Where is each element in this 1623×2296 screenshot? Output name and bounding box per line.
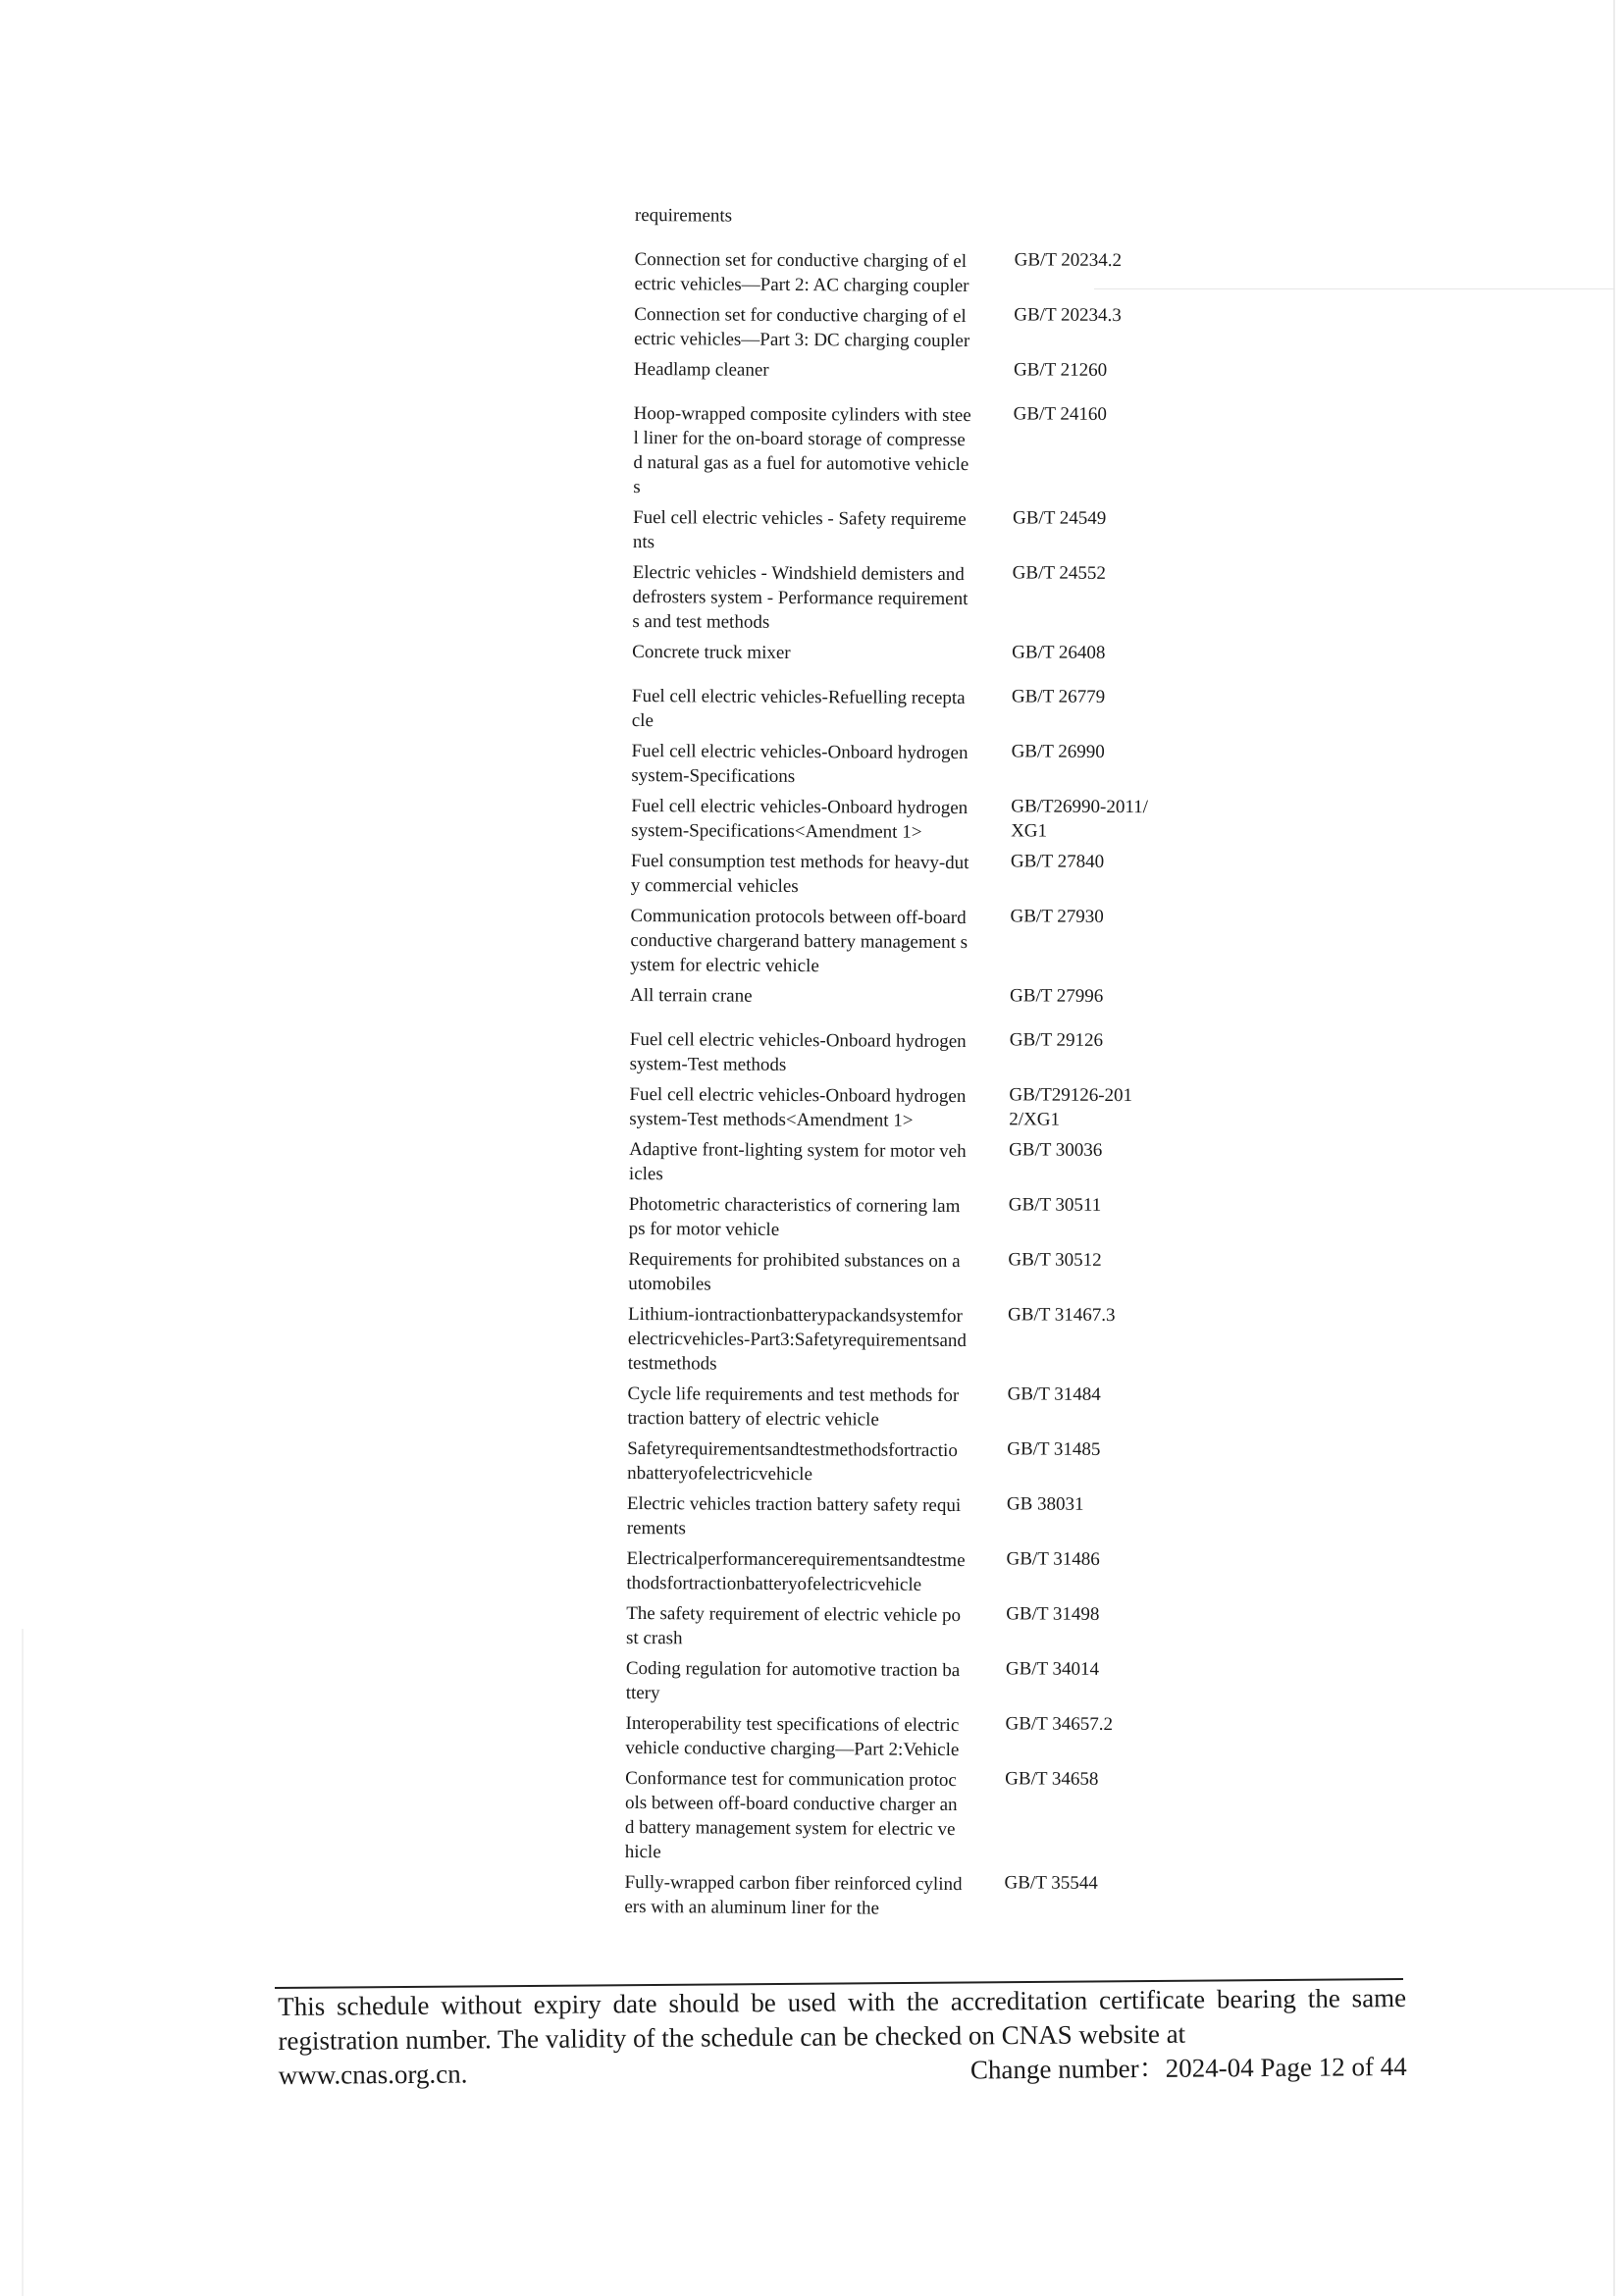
row-standard: GB/T26990-2011/XG1 — [1011, 796, 1149, 842]
row-standard: GB/T 31486 — [1006, 1548, 1100, 1570]
row-standard: GB/T 26990 — [1011, 741, 1105, 762]
table-row — [634, 245, 1183, 299]
row-description: Connection set for conductive charging of electric vehicles—Part 3: DC charging coupler — [634, 303, 970, 352]
table-row — [630, 1025, 1179, 1079]
row-standard: GB/T 27840 — [1010, 851, 1105, 872]
page-number: Page 12 of 44 — [1260, 2051, 1407, 2083]
row-standard: GB/T 24549 — [1012, 507, 1107, 529]
row-description: Interoperability test specifications of electric vehicle conductive charging—Part 2:Vehicle — [625, 1712, 960, 1761]
page-footer — [278, 1981, 1407, 2093]
row-standard: GB/T 26779 — [1011, 686, 1106, 707]
table-row — [634, 300, 1183, 354]
row-standard: GB/T 34658 — [1005, 1768, 1099, 1790]
table-row — [626, 1654, 1176, 1708]
table-row — [632, 638, 1181, 667]
footer-statement: This schedule without expiry date should be used with the accreditation certificate bearing the same registration number. The validity of the schedule can be checked on CNAS website at — [278, 1982, 1407, 2056]
row-description: Fuel cell electric vehicles-Onboard hydrogen system-Specifications — [631, 740, 969, 788]
row-standard: GB/T 20234.3 — [1014, 304, 1122, 327]
table-row — [632, 558, 1181, 637]
table-row — [628, 1300, 1178, 1379]
row-description: Fuel cell electric vehicles-Onboard hydrogen system-Specifications<Amendment 1> — [631, 795, 969, 843]
row-standard: GB/T 31498 — [1006, 1603, 1100, 1625]
row-standard: GB/T 31485 — [1007, 1438, 1101, 1460]
table-row — [626, 1544, 1176, 1598]
row-standard: GB/T 35544 — [1004, 1872, 1098, 1894]
table-row — [627, 1489, 1177, 1543]
row-description: Fuel cell electric vehicles - Safety requirements — [632, 506, 967, 553]
row-description: Coding regulation for automotive traction battery — [625, 1657, 961, 1704]
row-description: Lithium-iontractionbatterypackandsystemforelectricvehicles-Part3:Safetyrequirementsandtestmethods — [627, 1303, 968, 1375]
row-standard: GB/T 27996 — [1010, 985, 1104, 1007]
row-description: Adaptive front-lighting system for motor vehicles — [628, 1138, 967, 1185]
row-standard: GB/T 30512 — [1008, 1249, 1102, 1271]
row-description: Headlamp cleaner — [633, 358, 769, 381]
scan-edge-right — [1613, 0, 1615, 2296]
row-standard: GB/T 34657.2 — [1005, 1713, 1114, 1736]
scan-edge-left — [22, 1629, 24, 2296]
row-standard: GB/T 34014 — [1005, 1658, 1100, 1680]
table-row — [629, 1080, 1178, 1134]
row-description: Fully-wrapped carbon fiber reinforced cylinders with an aluminum liner for the — [624, 1871, 963, 1919]
row-description: Connection set for conductive charging of electric vehicles—Part 2: AC charging coupler — [634, 248, 969, 297]
row-standard: GB/T 29126 — [1009, 1029, 1104, 1051]
table-row — [625, 1764, 1176, 1867]
row-description: The safety requirement of electric vehicle post crash — [626, 1602, 962, 1649]
row-standard: GB/T 31484 — [1007, 1383, 1101, 1405]
row-standard: GB 38031 — [1006, 1493, 1084, 1515]
row-description: Requirements for prohibited substances on automobiles — [628, 1248, 961, 1295]
row-description: Fuel cell electric vehicles-Refuelling receptacle — [631, 685, 966, 732]
table-row — [631, 847, 1180, 901]
table-row — [629, 1135, 1178, 1189]
footer-website: www.cnas.org.cn. — [278, 2059, 468, 2090]
row-standard: GB/T 24160 — [1013, 403, 1107, 425]
row-description: Fuel consumption test methods for heavy-duty commercial vehicles — [630, 850, 969, 898]
standards-table — [624, 204, 1184, 1926]
table-row — [630, 981, 1179, 1011]
row-standard: GB/T 27930 — [1010, 906, 1104, 927]
row-description: Safetyrequirementsandtestmethodsfortractionbatteryofelectricvehicle — [627, 1437, 958, 1486]
change-number: 2024-04 — [1165, 2053, 1254, 2083]
row-description: Cycle life requirements and test methods for traction battery of electric vehicle — [627, 1383, 960, 1431]
table-row — [624, 1868, 1174, 1922]
row-description: Concrete truck mixer — [632, 641, 791, 663]
row-description: Communication protocols between off-board conductive chargerand battery management system for electric vehicle — [630, 905, 969, 977]
row-description: Electricalperformancerequirementsandtestmethodsfortractionbatteryofelectricvehicle — [626, 1547, 966, 1595]
row-standard: GB/T 24552 — [1012, 562, 1106, 584]
table-row — [634, 355, 1183, 385]
row-description: Electric vehicles - Windshield demisters and defrosters system - Performance requirements and test methods — [632, 561, 969, 633]
row-standard: GB/T 31467.3 — [1008, 1304, 1116, 1327]
row-description: Hoop-wrapped composite cylinders with steel liner for the on-board storage of compressed natural gas as a fuel for automotive vehicles — [633, 402, 971, 498]
row-description: Electric vehicles traction battery safety requirements — [626, 1492, 962, 1539]
row-standard: GB/T29126-2012/XG1 — [1009, 1084, 1133, 1130]
row-standard: GB/T 30036 — [1009, 1139, 1103, 1161]
table-row — [627, 1380, 1177, 1434]
row-description: Photometric characteristics of cornering lamps for motor vehicle — [628, 1193, 961, 1240]
table-row — [627, 1435, 1177, 1488]
continued-text: requirements — [634, 204, 733, 227]
table-row — [631, 792, 1180, 846]
table-row — [631, 737, 1180, 791]
table-row — [625, 1709, 1175, 1763]
row-description: Conformance test for communication protocols between off-board conductive charger and battery management system for electric vehicle — [624, 1767, 958, 1863]
row-description: Fuel cell electric vehicles-Onboard hydrogen system-Test methods — [629, 1028, 967, 1075]
table-row — [628, 1245, 1178, 1299]
row-standard: GB/T 21260 — [1013, 359, 1108, 381]
table-row — [630, 902, 1179, 980]
table-row — [626, 1599, 1176, 1653]
row-standard: GB/T 26408 — [1012, 642, 1106, 663]
row-standard: GB/T 20234.2 — [1014, 249, 1123, 272]
row-standard: GB/T 30511 — [1008, 1194, 1102, 1216]
table-row — [633, 399, 1183, 502]
table-row — [629, 1190, 1178, 1244]
table-row — [632, 682, 1181, 736]
change-number-label: Change number： — [969, 2053, 1166, 2085]
footer-change-info — [970, 2050, 1407, 2087]
row-description: All terrain crane — [630, 984, 753, 1007]
table-row — [633, 503, 1182, 557]
row-description: Fuel cell electric vehicles-Onboard hydrogen system-Test methods<Amendment 1> — [629, 1083, 967, 1131]
